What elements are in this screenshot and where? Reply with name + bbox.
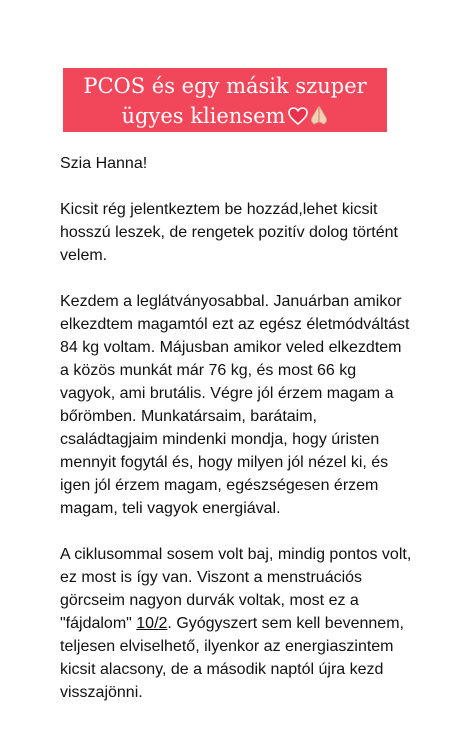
praying-hands-icon — [310, 103, 328, 133]
paragraph-3 — [60, 543, 412, 704]
title-banner — [63, 68, 387, 132]
message-body — [60, 152, 412, 727]
paragraph-1: Kicsit rég jelentkeztem be hozzád,lehet kicsit hosszú leszek, de rengetek pozitív dolog történt velem. — [60, 201, 398, 264]
greeting: Szia Hanna! — [60, 155, 148, 172]
heart-icon — [288, 103, 308, 133]
pain-rating: 10/2 — [136, 615, 168, 632]
title-line-1: PCOS és egy másik szuper — [83, 74, 367, 98]
title-line-2-text: ügyes kliensem — [121, 104, 286, 128]
paragraph-3-end: . Gyógyszert sem kell bevennem, teljesen elviselhető, ilyenkor az energiaszintem kicsit alacsony, de a második naptól újra kezd visszajönni. — [60, 615, 404, 701]
paragraph-2: Kezdem a leglátványosabbal. Januárban amikor elkezdtem magamtól ezt az egész életmódváltást 84 kg voltam. Májusban amikor veled elkezdtem a közös munkát már 76 kg, és most 66 kg vagyok, ami brutális. Végre jól érzem magam a bőrömben. Munkatársaim, barátaim, családtagjaim mindenki mondja, hogy úristen mennyit fogytál és, hogy milyen jól nézel ki, és igen jól érzem magam, egészségesen érzem magam, teli vagyok energiával. — [60, 293, 410, 517]
paragraph-3-start: A ciklusommal sosem volt baj, mindig pontos volt, ez most is így van. Viszont a menstruációs görcseim nagyon durvák voltak, most ez a "fájdalom" — [60, 546, 412, 632]
title-line-2 — [63, 101, 387, 133]
